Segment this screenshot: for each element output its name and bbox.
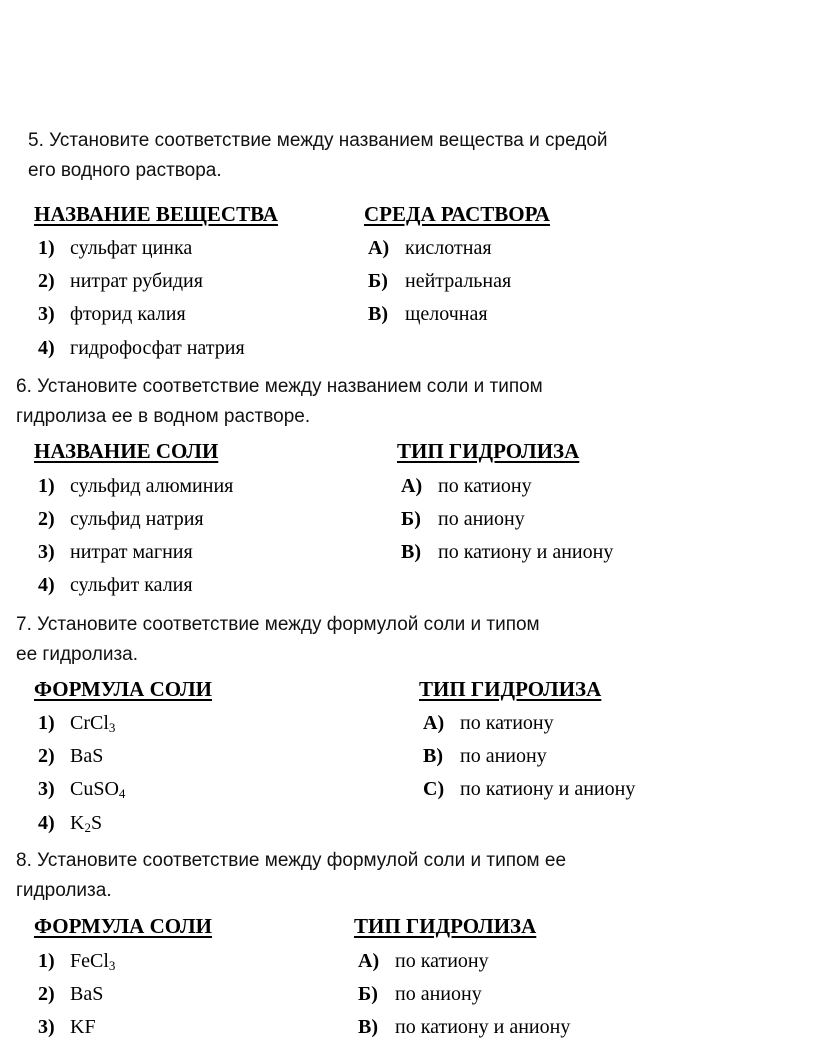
item-text: по катиону	[460, 712, 554, 734]
q8-left-item	[38, 950, 115, 974]
q8-left-header: ФОРМУЛА СОЛИ	[34, 914, 213, 938]
q5-right-item	[368, 270, 511, 293]
q5-left-item	[38, 270, 203, 293]
item-number: 1)	[38, 950, 55, 972]
item-letter: А)	[358, 950, 380, 972]
q7-left-header: ФОРМУЛА СОЛИ	[34, 677, 213, 701]
question-6-text	[16, 372, 543, 432]
item-text: сульфид алюминия	[70, 475, 234, 497]
q6-left-item	[38, 475, 233, 498]
question-7-line-1: 7. Установите соответствие между формулой соли и типом	[16, 614, 540, 635]
q7-right-item	[423, 712, 554, 735]
item-number: 3)	[38, 541, 55, 563]
question-7-text	[16, 610, 540, 670]
q7-left-item	[38, 712, 115, 736]
item-number: 1)	[38, 237, 55, 259]
q7-left-item	[38, 812, 102, 836]
q5-left-item	[38, 303, 186, 326]
q8-right-item	[358, 983, 482, 1006]
item-letter: Б)	[401, 508, 421, 530]
q8-right-item	[358, 950, 489, 973]
item-letter: А)	[368, 237, 390, 259]
q6-right-item	[401, 475, 532, 498]
item-number: 1)	[38, 712, 55, 734]
item-text: по катиону и аниону	[395, 1016, 571, 1038]
item-text: по катиону	[395, 950, 489, 972]
item-formula: BaS	[70, 745, 104, 767]
q6-right-item	[401, 508, 525, 531]
q7-right-item	[423, 778, 635, 801]
item-text: по аниону	[395, 983, 482, 1005]
item-text: по катиону	[438, 475, 532, 497]
item-letter: Б)	[358, 983, 378, 1005]
item-letter: C)	[423, 778, 445, 800]
item-number: 4)	[38, 337, 55, 359]
question-5-line-1: 5. Установите соответствие между названием вещества и средой	[28, 130, 608, 151]
item-letter: A)	[423, 712, 445, 734]
question-8-line-1: 8. Установите соответствие между формулой соли и типом ее	[16, 850, 567, 871]
q8-left-item	[38, 1016, 96, 1039]
item-letter: Б)	[368, 270, 388, 292]
q6-left-item	[38, 508, 204, 531]
item-letter: В)	[358, 1016, 378, 1038]
item-formula: KF	[70, 1016, 96, 1038]
question-5-text	[28, 126, 608, 186]
item-text: по аниону	[438, 508, 525, 530]
q5-right-item	[368, 303, 488, 326]
q5-left-item	[38, 337, 245, 360]
item-formula: CrCl$_3$	[70, 712, 116, 735]
item-formula: $K_2S$	[70, 812, 103, 835]
q5-right-item	[368, 237, 492, 260]
q6-left-item	[38, 574, 193, 597]
item-text: нейтральная	[405, 270, 512, 292]
item-formula: FeCl$_3$	[70, 950, 116, 973]
q7-left-item	[38, 778, 125, 802]
q7-right-header: ТИП ГИДРОЛИЗА	[419, 677, 602, 701]
q6-left-header: НАЗВАНИЕ СОЛИ	[34, 439, 219, 463]
item-number: 3)	[38, 778, 55, 800]
q5-right-header: СРЕДА РАСТВОРА	[364, 202, 550, 226]
item-text: сульфит калия	[70, 574, 193, 596]
item-text: нитрат рубидия	[70, 270, 203, 292]
q5-left-item	[38, 237, 192, 260]
question-8-line-2: гидролиза.	[16, 880, 112, 901]
item-text: кислотная	[405, 237, 492, 259]
item-number: 2)	[38, 983, 55, 1005]
question-6-line-2: гидролиза ее в водном растворе.	[16, 406, 311, 427]
q8-left-item	[38, 983, 103, 1006]
item-number: 3)	[38, 303, 55, 325]
item-text: по катиону и аниону	[460, 778, 636, 800]
question-8-text	[16, 846, 566, 906]
item-letter: А)	[401, 475, 423, 497]
item-text: нитрат магния	[70, 541, 193, 563]
item-number: 2)	[38, 745, 55, 767]
item-text: сульфид натрия	[70, 508, 204, 530]
q7-right-item	[423, 745, 547, 768]
q7-left-item	[38, 745, 103, 768]
item-number: 4)	[38, 812, 55, 834]
item-formula: BaS	[70, 983, 104, 1005]
item-text: сульфат цинка	[70, 237, 193, 259]
item-text: по аниону	[460, 745, 547, 767]
item-number: 2)	[38, 508, 55, 530]
q8-right-header: ТИП ГИДРОЛИЗА	[354, 914, 537, 938]
item-letter: В)	[368, 303, 388, 325]
q6-right-item	[401, 541, 613, 564]
q6-right-header: ТИП ГИДРОЛИЗА	[397, 439, 580, 463]
item-text: по катиону и аниону	[438, 541, 614, 563]
item-number: 4)	[38, 574, 55, 596]
item-letter: В)	[401, 541, 421, 563]
q8-right-item	[358, 1016, 570, 1039]
q5-left-header: НАЗВАНИЕ ВЕЩЕСТВА	[34, 202, 278, 226]
question-6-line-1: 6. Установите соответствие между названием соли и типом	[16, 376, 543, 397]
question-7-line-2: ее гидролиза.	[16, 644, 139, 665]
item-text: щелочная	[405, 303, 488, 325]
item-number: 2)	[38, 270, 55, 292]
item-number: 3)	[38, 1016, 55, 1038]
item-text: фторид калия	[70, 303, 186, 325]
item-letter: B)	[423, 745, 443, 767]
question-5-line-2: его водного раствора.	[28, 160, 222, 181]
item-number: 1)	[38, 475, 55, 497]
item-formula: CuSO$_4$	[70, 778, 126, 801]
item-text: гидрофосфат натрия	[70, 337, 245, 359]
q6-left-item	[38, 541, 193, 564]
